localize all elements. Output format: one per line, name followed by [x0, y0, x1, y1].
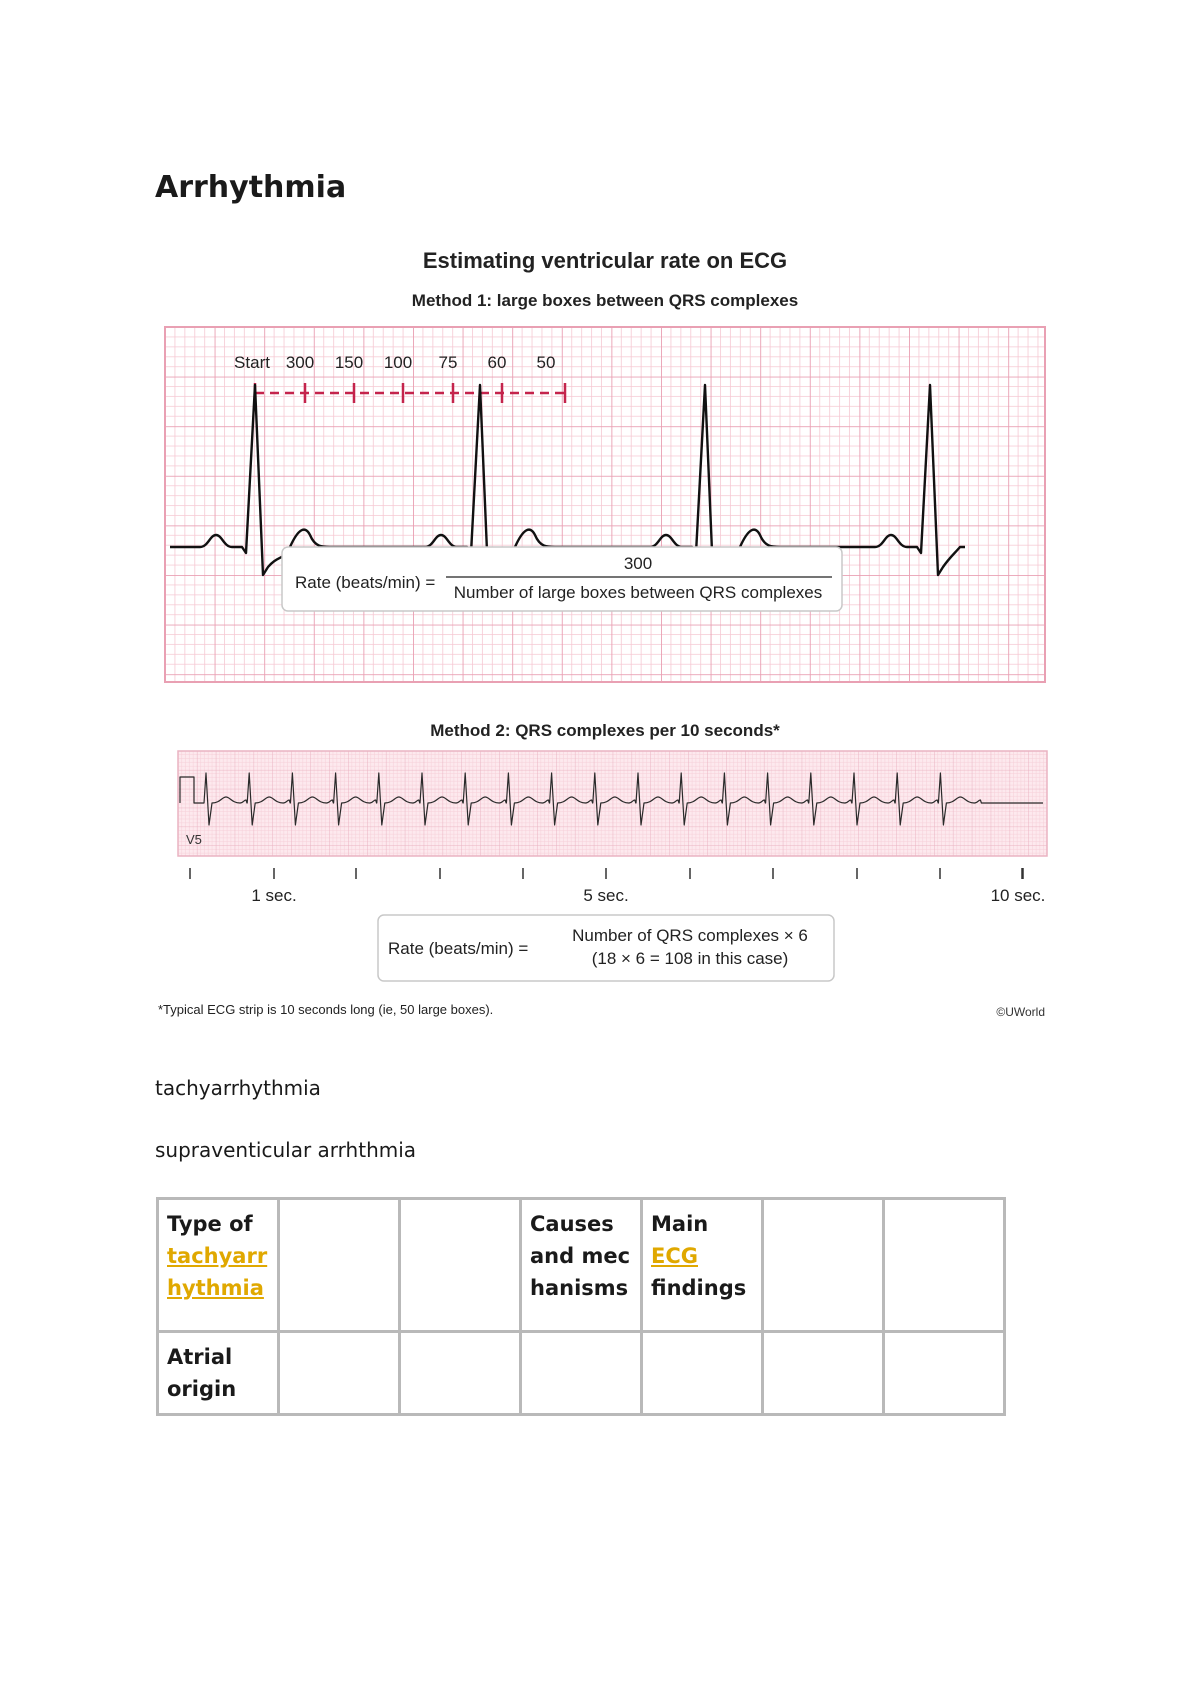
scale-label-60: 60	[487, 353, 507, 372]
method1-formula-box	[282, 547, 842, 611]
arrhythmia-table	[156, 1197, 1006, 1416]
header-ecg-prefix: Main	[651, 1212, 709, 1236]
method1-numerator: 300	[623, 554, 653, 573]
header-cell-ecg-findings	[642, 1199, 763, 1332]
time-label-10-sec: 10 sec.	[990, 886, 1046, 905]
header-cell-empty-2	[279, 1199, 400, 1332]
scale-label-150: 150	[334, 353, 364, 372]
method2-lead-label: V5	[186, 832, 202, 847]
time-label-1-sec: 1 sec.	[251, 886, 297, 905]
row-cell-empty-6	[763, 1332, 884, 1415]
figure-footnote: *Typical ECG strip is 10 seconds long (ie, 50 large boxes).	[158, 1002, 494, 1017]
figure-credit: ©UWorld	[996, 1005, 1045, 1019]
page-title: Arrhythmia	[155, 170, 347, 205]
header-ecg-suffix: findings	[651, 1276, 747, 1300]
paragraph-supraventricular: supraventicular arrhthmia	[155, 1138, 417, 1162]
table-header-row	[158, 1199, 1005, 1332]
row-cell-empty-4	[521, 1332, 642, 1415]
paragraph-tachyarrhythmia: tachyarrhythmia	[155, 1076, 321, 1100]
header-cell-empty-6	[763, 1199, 884, 1332]
method2-time-axis	[190, 868, 1045, 905]
method2-formula-box	[378, 915, 834, 981]
row-atrial-origin-text: Atrial origin	[167, 1345, 237, 1401]
method1-title: Method 1: large boxes between QRS complexes	[411, 291, 799, 310]
method2-formula-line1: Number of QRS complexes × 6	[572, 926, 808, 945]
scale-label-100: 100	[383, 353, 413, 372]
tachyarrhythmia-link[interactable]: tachyarrhythmia	[167, 1244, 268, 1300]
method1-ecg-grid	[165, 327, 1045, 682]
method2-formula-line2: (18 × 6 = 108 in this case)	[591, 949, 789, 968]
scale-label-50: 50	[536, 353, 556, 372]
row-cell-empty-3	[400, 1332, 521, 1415]
scale-label-300: 300	[285, 353, 315, 372]
method1-formula-label: Rate (beats/min) =	[295, 573, 436, 592]
header-type-prefix: Type of	[167, 1212, 253, 1236]
time-label-5-sec: 5 sec.	[583, 886, 629, 905]
header-cell-empty-7	[884, 1199, 1005, 1332]
scale-label-start: Start	[234, 353, 270, 372]
ecg-link[interactable]: ECG	[651, 1244, 698, 1268]
header-causes-text: Causes and mechanisms	[530, 1212, 631, 1300]
header-cell-causes	[521, 1199, 642, 1332]
figure-title: Estimating ventricular rate on ECG	[422, 248, 788, 273]
row-cell-atrial-origin	[158, 1332, 279, 1415]
ecg-rate-figure	[150, 245, 1060, 1035]
row-cell-empty-5	[642, 1332, 763, 1415]
row-cell-empty-7	[884, 1332, 1005, 1415]
method2-formula-label: Rate (beats/min) =	[388, 939, 529, 958]
row-cell-empty-2	[279, 1332, 400, 1415]
method2-title: Method 2: QRS complexes per 10 seconds*	[430, 721, 780, 740]
table-row	[158, 1332, 1005, 1415]
scale-label-75: 75	[438, 353, 458, 372]
method2-ecg-strip	[178, 751, 1047, 856]
method1-denominator: Number of large boxes between QRS complexes	[453, 583, 823, 602]
header-cell-empty-3	[400, 1199, 521, 1332]
header-cell-type	[158, 1199, 279, 1332]
